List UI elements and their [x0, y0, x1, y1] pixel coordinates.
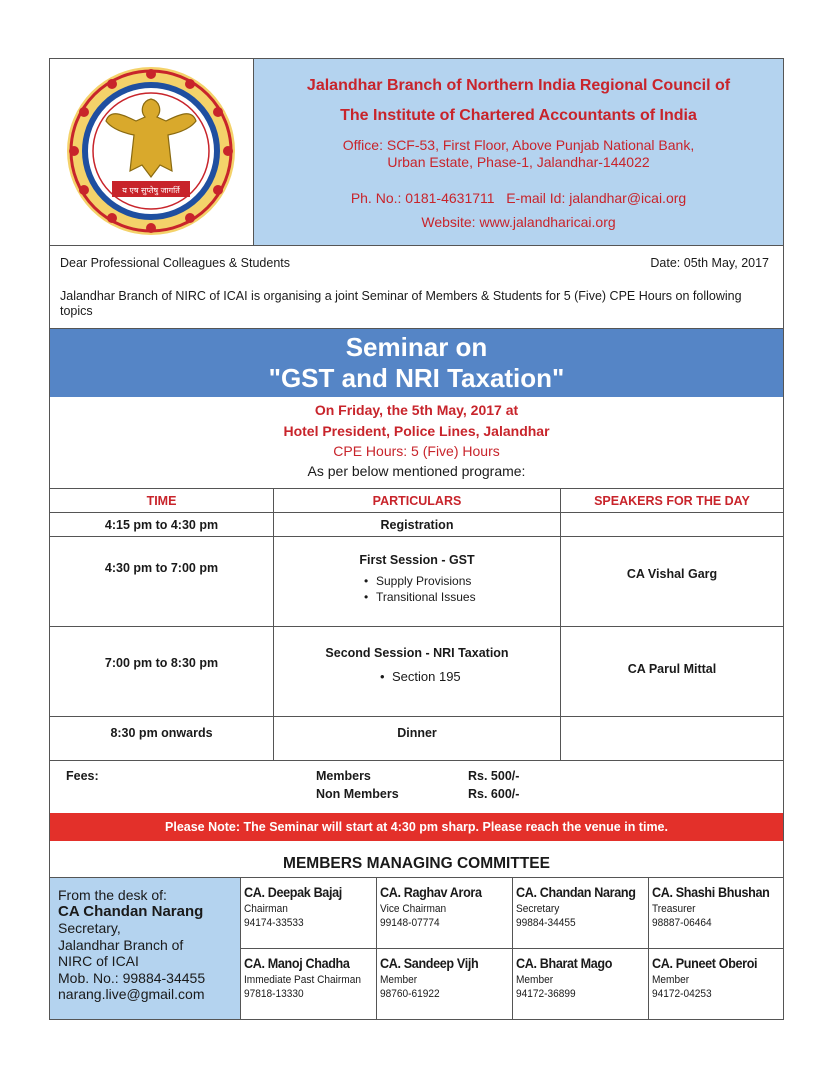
desk-mobile: Mob. No.: 99884-34455	[58, 969, 206, 986]
member-phone: 97818-13330	[244, 988, 304, 1000]
committee-member	[648, 878, 783, 948]
member-name: CA. Deepak Bajaj	[244, 884, 342, 900]
member-name: CA. Bharat Mago	[516, 955, 613, 971]
event-venue: Hotel President, Police Lines, Jalandhar	[283, 423, 550, 439]
non-members-label: Non Members	[316, 787, 399, 801]
member-role: Immediate Past Chairman	[244, 974, 361, 986]
row-bullets	[380, 669, 461, 685]
cpe-hours: CPE Hours: 5 (Five) Hours	[333, 443, 500, 459]
desk-email: narang.live@gmail.com	[58, 986, 205, 1002]
row-speaker: CA Vishal Garg	[626, 567, 718, 581]
members-fee: Rs. 500/-	[468, 769, 520, 783]
seminar-banner	[50, 329, 783, 397]
event-date: On Friday, the 5th May, 2017 at	[314, 402, 519, 418]
committee-member	[512, 948, 648, 1019]
member-role: Treasurer	[652, 903, 696, 915]
programme-intro: As per below mentioned programe:	[307, 463, 526, 479]
member-phone: 94172-36899	[516, 988, 576, 1000]
member-name: CA. Chandan Narang	[516, 884, 636, 900]
list-item: • Transitional Issues	[364, 589, 476, 605]
committee-members	[240, 878, 783, 1019]
committee-title: MEMBERS MANAGING COMMITTEE	[50, 842, 783, 878]
member-role: Member	[516, 974, 554, 986]
member-phone: 98760-61922	[380, 988, 440, 1000]
row-particular: Dinner	[274, 717, 561, 760]
institute-title: The Institute of Chartered Accountants of India	[340, 107, 697, 124]
branch-title: Jalandhar Branch of Northern India Regional Council of	[306, 77, 731, 94]
letterhead-info	[254, 59, 783, 245]
member-phone: 94174-33533	[244, 917, 304, 929]
phone-email: Ph. No.: 0181-4631711 E-mail Id: jalandhar@icai.org	[350, 190, 687, 206]
website: Website: www.jalandharicai.org	[421, 214, 616, 230]
member-role: Member	[380, 974, 418, 986]
desk-name: CA Chandan Narang	[58, 902, 204, 920]
member-role: Chairman	[244, 903, 288, 915]
row-particular: Registration	[274, 513, 561, 536]
office-address-line1: Office: SCF-53, First Floor, Above Punjab National Bank,	[342, 137, 695, 153]
event-details	[50, 398, 783, 489]
list-item: • Supply Provisions	[364, 573, 476, 589]
row-time: 4:30 pm to 7:00 pm	[50, 537, 274, 626]
office-address-line2: Urban Estate, Phase-1, Jalandhar-144022	[387, 154, 650, 170]
row-particular: First Session - GST	[359, 553, 475, 567]
committee-member	[240, 948, 376, 1019]
member-name: CA. Raghav Arora	[380, 884, 482, 900]
member-role: Secretary	[516, 903, 560, 915]
icai-logo-icon	[50, 59, 253, 245]
intro-section	[50, 246, 783, 329]
table-header-row	[50, 489, 783, 513]
row-particular: Second Session - NRI Taxation	[325, 646, 509, 660]
svg-text:य एष सुप्तेषु जागर्ति: य एष सुप्तेषु जागर्ति	[122, 186, 180, 195]
member-phone: 94172-04253	[652, 988, 712, 1000]
table-row	[50, 627, 783, 717]
committee-member	[512, 878, 648, 948]
member-name: CA. Manoj Chadha	[244, 955, 350, 971]
row-speaker: CA Parul Mittal	[627, 662, 717, 676]
letterhead	[50, 59, 783, 246]
table-row	[50, 717, 783, 761]
row-time: 4:15 pm to 4:30 pm	[50, 513, 274, 536]
salutation: Dear Professional Colleagues & Students	[60, 256, 290, 270]
program-table	[50, 489, 783, 761]
member-phone: 99884-34455	[516, 917, 576, 929]
seminar-notice	[49, 58, 784, 1020]
committee-member	[376, 878, 512, 948]
header-speakers: SPEAKERS FOR THE DAY	[594, 494, 750, 508]
member-name: CA. Puneet Oberoi	[652, 955, 758, 971]
row-speaker	[561, 717, 783, 760]
member-role: Member	[652, 974, 690, 986]
desk-of-secretary	[50, 878, 240, 1019]
intro-text: Jalandhar Branch of NIRC of ICAI is organising a joint Seminar of Members & Students for 5 (Five) CPE Hours on following topics	[60, 289, 742, 318]
member-name: CA. Shashi Bhushan	[652, 884, 770, 900]
desk-org-line1: Jalandhar Branch of	[58, 936, 184, 953]
member-role: Vice Chairman	[380, 903, 447, 915]
row-particular-cell	[274, 627, 561, 716]
row-time: 8:30 pm onwards	[50, 717, 274, 760]
header-particulars: PARTICULARS	[274, 489, 561, 512]
table-row	[50, 513, 783, 537]
fees-section	[50, 762, 783, 812]
committee-member	[240, 878, 376, 948]
row-particular-cell	[274, 537, 561, 626]
logo-cell	[50, 59, 254, 245]
row-speaker	[561, 513, 783, 536]
timing-note: Please Note: The Seminar will start at 4:30 pm sharp. Please reach the venue in time.	[50, 813, 783, 841]
non-members-fee: Rs. 600/-	[468, 787, 520, 801]
member-phone: 99148-07774	[380, 917, 440, 929]
banner-line1: Seminar on	[345, 332, 488, 362]
committee-member	[376, 948, 512, 1019]
list-item: • Section 195	[380, 669, 461, 685]
member-phone: 98887-06464	[652, 917, 712, 929]
row-bullets	[364, 573, 476, 605]
header-time: TIME	[50, 489, 274, 512]
row-time: 7:00 pm to 8:30 pm	[50, 627, 274, 716]
notice-date: Date: 05th May, 2017	[650, 256, 769, 270]
desk-from: From the desk of:	[58, 887, 167, 903]
member-name: CA. Sandeep Vijh	[380, 955, 479, 971]
members-label: Members	[316, 769, 371, 783]
committee-member	[648, 948, 783, 1019]
desk-role: Secretary,	[58, 920, 121, 936]
fees-label: Fees:	[66, 769, 99, 783]
banner-topic: "GST and NRI Taxation"	[268, 363, 565, 393]
table-row	[50, 537, 783, 627]
desk-org-line2: NIRC of ICAI	[58, 953, 139, 969]
